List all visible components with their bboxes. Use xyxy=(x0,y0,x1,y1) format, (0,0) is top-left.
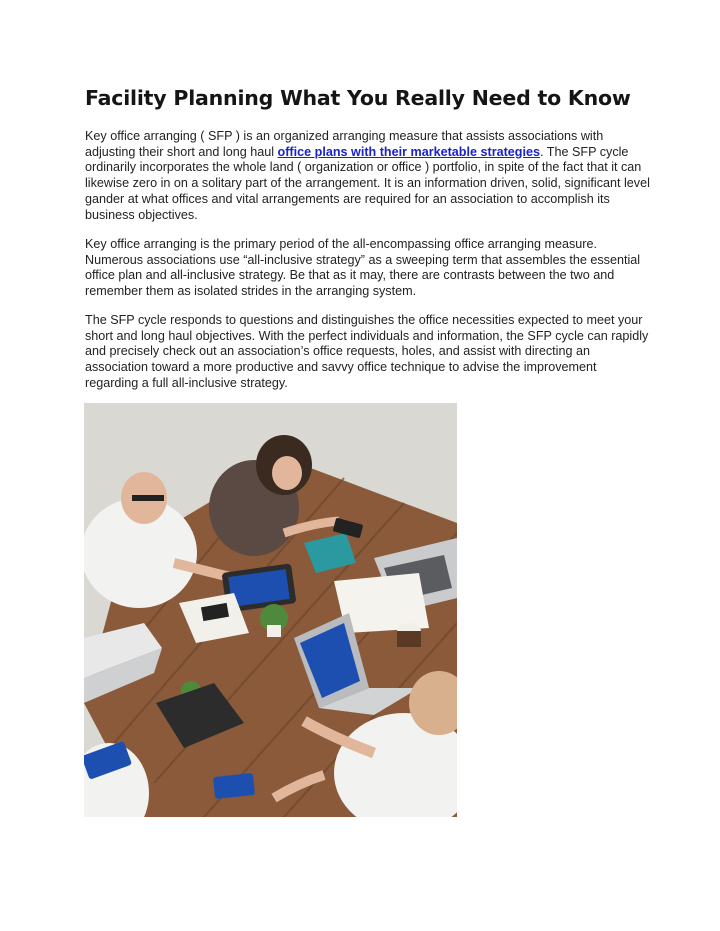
paragraph-3: The SFP cycle responds to questions and distinguishes the office necessities expected to meet your short and long haul objectives. With the perfect individuals and information, the SFP cycle can rapidly and precisely check out an association’s office requests, holes, and assist with directing an association toward a more productive and savvy office technique to advise the improvement regarding a full all-inclusive strategy. xyxy=(85,313,649,390)
office-plans-link[interactable]: office plans with their marketable strategies xyxy=(277,144,540,159)
office-meeting-photo xyxy=(84,403,457,817)
meeting-illustration xyxy=(84,403,457,817)
article-title: Facility Planning What You Really Need to Know xyxy=(85,86,631,110)
paragraph-1-text-before: Key office arranging ( SFP ) is an organized arranging measure that assists associations with adjusting their short and long haul xyxy=(85,129,604,159)
paragraph-1 xyxy=(85,129,650,223)
paragraph-2: Key office arranging is the primary period of the all-encompassing office arranging measure. Numerous associations use “all-inclusive strategy” as a sweeping term that assembles the essential office plan and all-inclusive strategy. Be that as it may, there are contrasts between the two and remember them as isolated strides in the arranging system. xyxy=(85,237,641,299)
paragraph-1-text-after: . The SFP cycle ordinarily incorporates the whole land ( organization or office ) portfolio, in spite of the fact that it can likewise zero in on a solitary part of the arrangement. It is an information driven, solid, significant level gander at what offices and vital arrangements are required for an association to accomplish its business objectives. xyxy=(85,144,650,222)
